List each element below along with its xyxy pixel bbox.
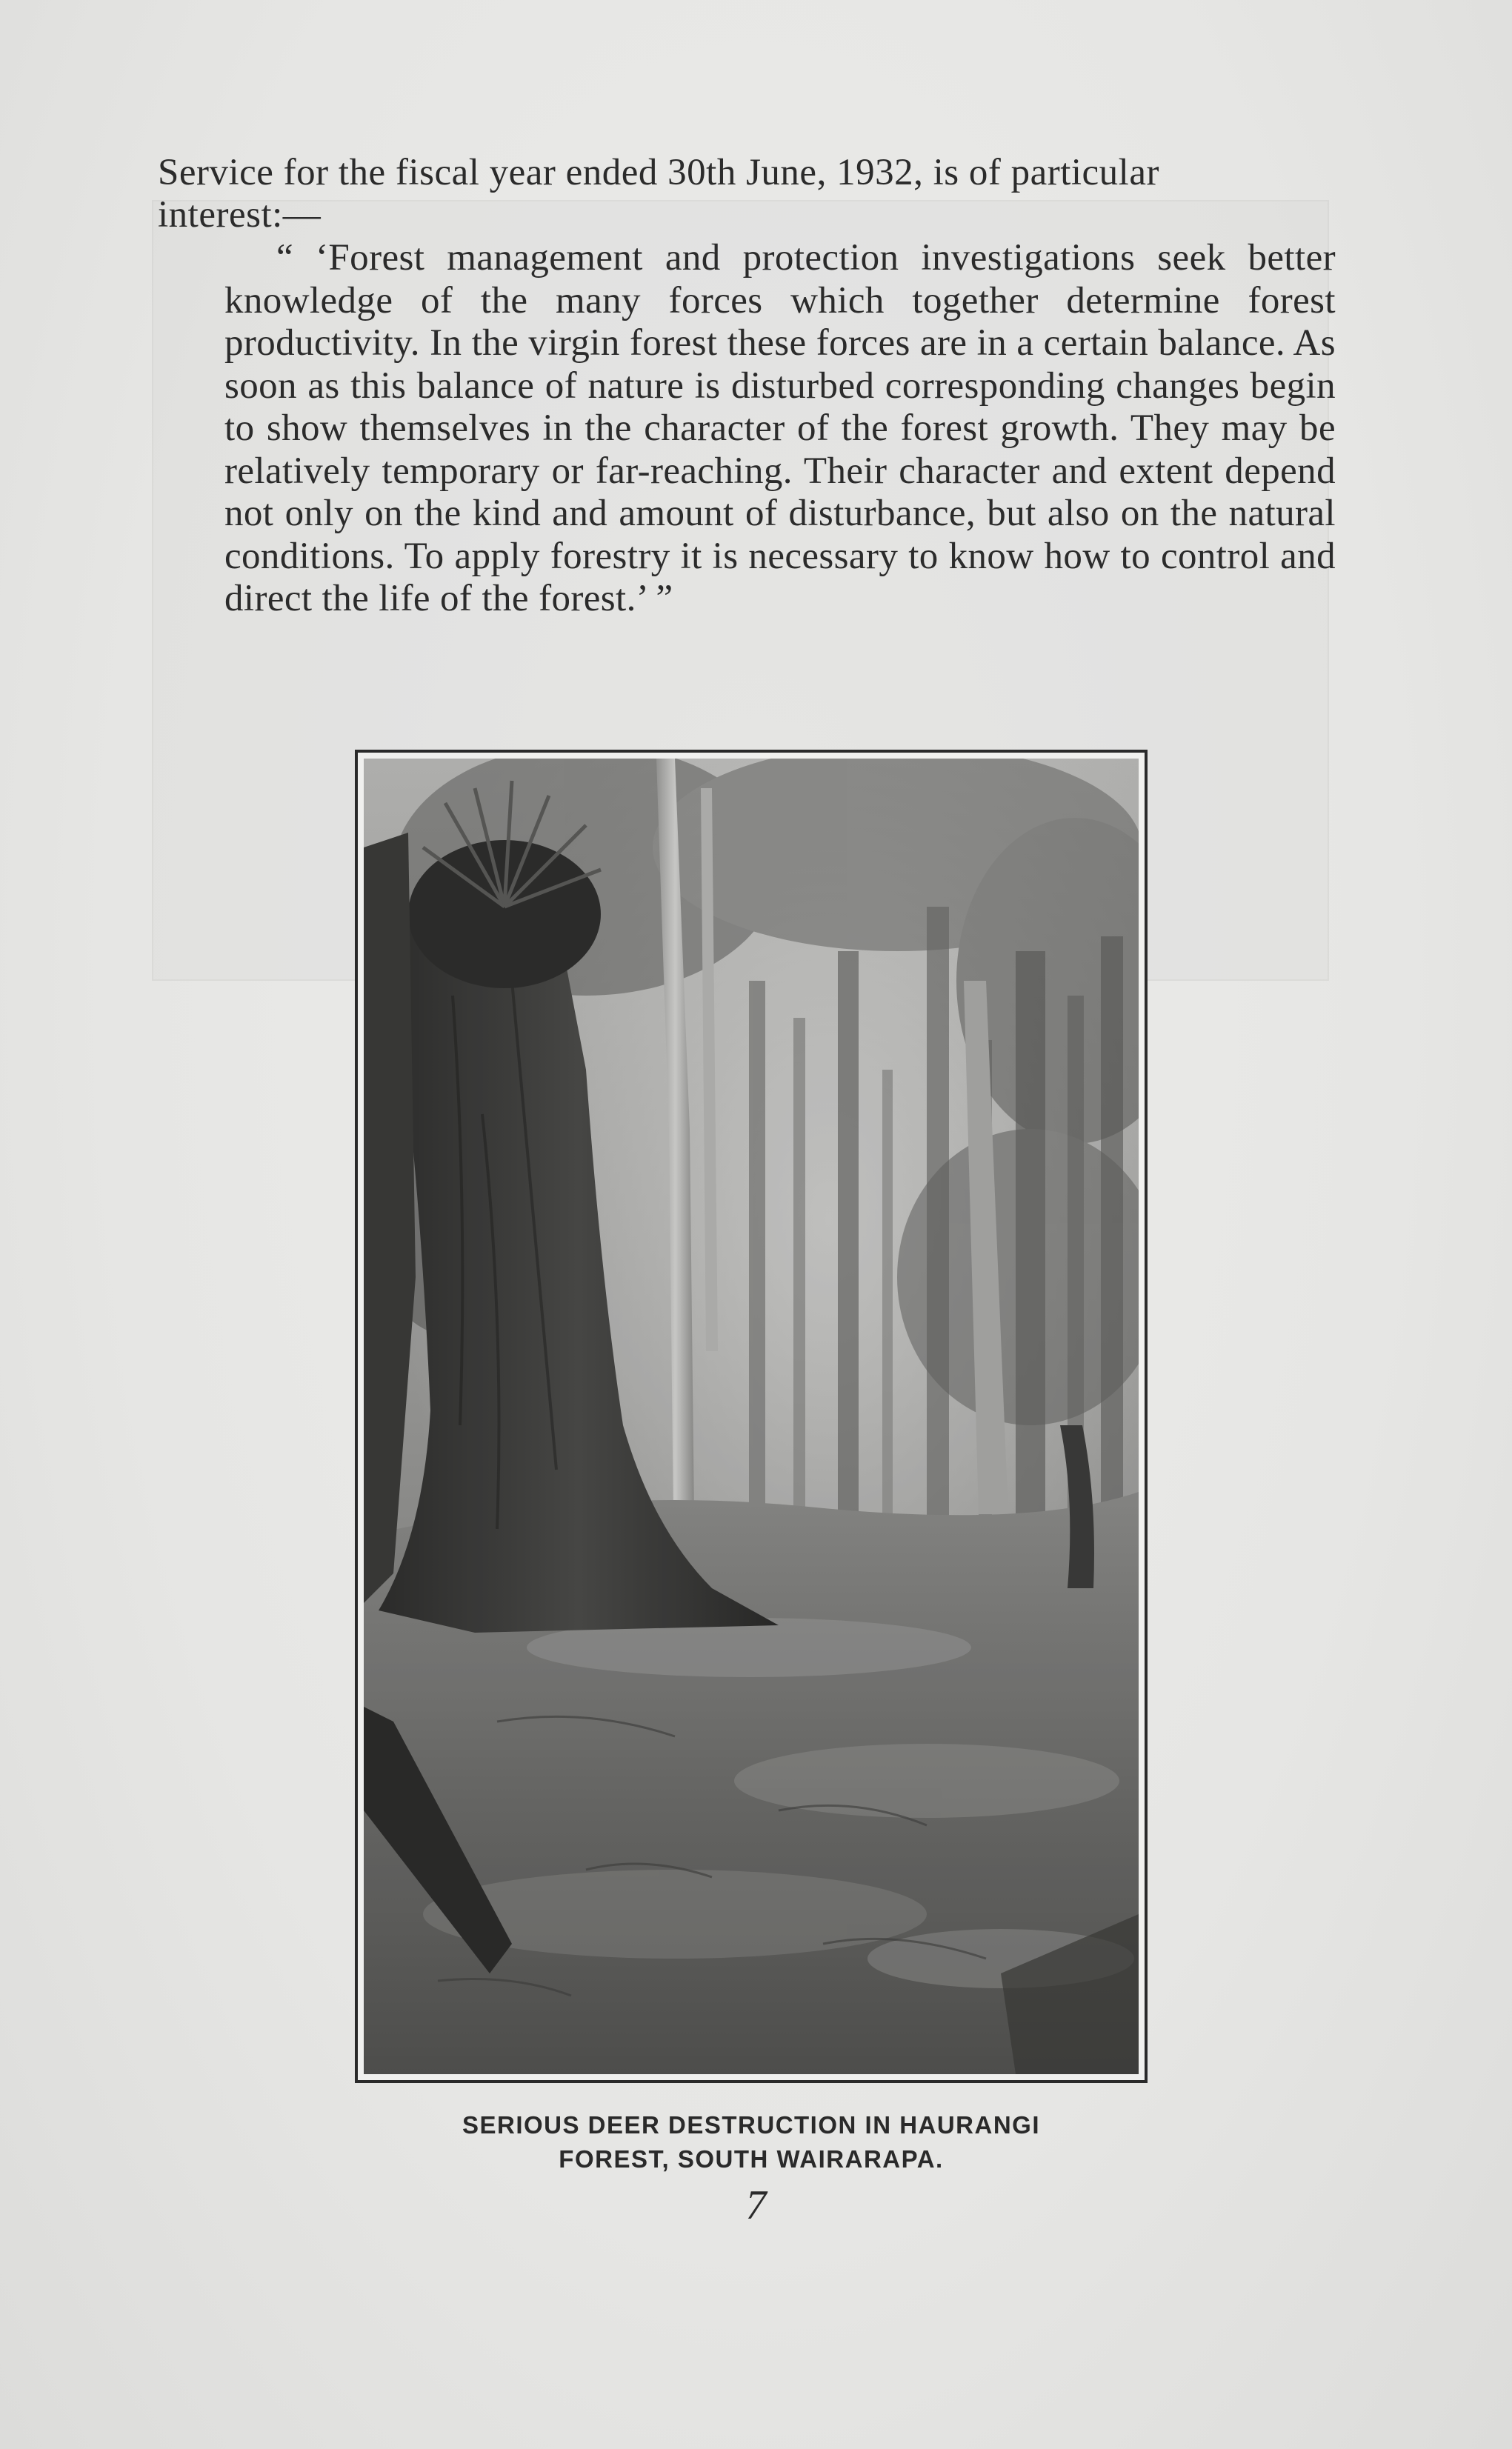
caption-line-1: SERIOUS DEER DESTRUCTION IN HAURANGI bbox=[462, 2111, 1041, 2139]
caption-line-2: FOREST, SOUTH WAIRARAPA. bbox=[559, 2145, 944, 2173]
intro-paragraph bbox=[158, 152, 1336, 236]
intro-line-2: interest:— bbox=[158, 194, 322, 236]
page-number: 7 bbox=[745, 2182, 767, 2228]
block-quote bbox=[224, 237, 1336, 621]
photo-caption bbox=[355, 2108, 1148, 2176]
forest-scene-image bbox=[364, 759, 1139, 2074]
forest-photograph bbox=[355, 750, 1148, 2083]
intro-line-1: Service for the fiscal year ended 30th June, 1932, is of particular bbox=[158, 152, 1159, 193]
block-quote-text: “ ‘Forest management and protection investigations seek better knowledge of the many forces which together determine forest productivity. In the virgin forest these forces are in a certain balance. As soon as this balance of nature is disturbed corresponding changes begin to show themselves in the character of the forest growth. They may be relatively temporary or far-reaching. Their character and extent depend not only on the kind and amount of disturbance, but also on the natural conditions. To apply forestry it is necessary to know how to control and direct the life of the forest.’ ” bbox=[224, 237, 1336, 619]
